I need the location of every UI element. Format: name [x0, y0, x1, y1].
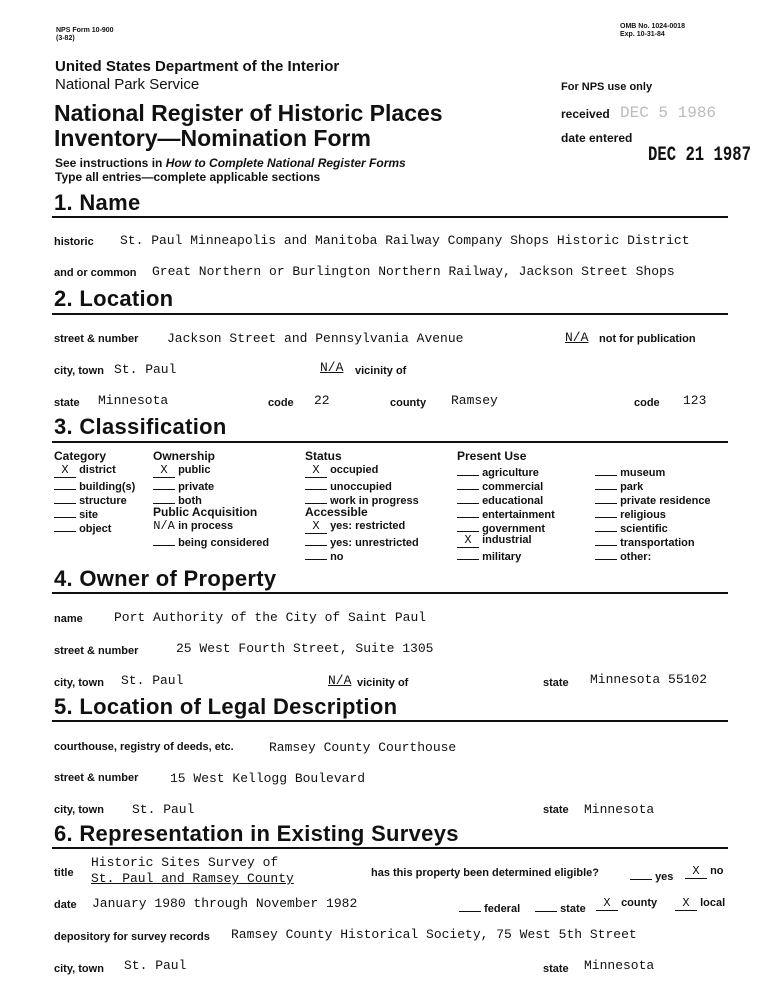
option-label: being considered [178, 537, 270, 549]
check-mark [457, 519, 479, 532]
ownership-both[interactable] [153, 491, 269, 505]
county-code: 123 [683, 393, 707, 408]
survey-city-label: city, town [54, 963, 104, 975]
omb-number: OMB No. 1024-0018 [620, 23, 685, 30]
check-mark: X [685, 866, 707, 879]
form-title: National Register of Historic Places [54, 100, 443, 126]
option-label: yes: unrestricted [330, 537, 419, 549]
vicinity-value: N/A [320, 360, 344, 375]
check-mark [54, 477, 76, 490]
eligible-yes[interactable] [630, 867, 673, 883]
use-scientific[interactable] [595, 519, 711, 533]
street-label: street & number [54, 333, 139, 345]
survey-title-line-2: St. Paul and Ramsey County [91, 871, 294, 886]
section-rule [52, 592, 728, 594]
level-state[interactable] [535, 899, 586, 915]
expiration-date: Exp. 10-31-84 [620, 31, 665, 38]
check-mark [457, 505, 479, 518]
option-label: federal [484, 903, 521, 915]
accessible-restricted[interactable] [305, 519, 419, 533]
use-religious[interactable] [595, 505, 711, 519]
present-use-column-1 [457, 449, 555, 561]
section-rule [52, 441, 728, 443]
check-mark [54, 505, 76, 518]
ownership-column [153, 449, 269, 547]
option-label: educational [482, 495, 544, 507]
owner-name: Port Authority of the City of Saint Paul [114, 610, 427, 625]
option-label: no [710, 865, 724, 877]
use-transportation[interactable] [595, 533, 711, 547]
check-mark [305, 547, 327, 560]
check-mark [595, 491, 617, 504]
check-mark [459, 899, 481, 912]
vicinity-label: vicinity of [355, 365, 407, 377]
check-mark [54, 491, 76, 504]
legal-city: St. Paul [132, 802, 195, 817]
state-code: 22 [314, 393, 330, 408]
legal-city-label: city, town [54, 804, 104, 816]
status-occupied[interactable] [305, 463, 419, 477]
section-rule [52, 216, 728, 218]
city-value: St. Paul [114, 362, 177, 377]
check-mark: X [305, 465, 327, 478]
check-mark: X [675, 898, 697, 911]
option-label: private residence [620, 495, 711, 507]
ownership-public[interactable] [153, 463, 269, 477]
option-label: entertainment [482, 509, 555, 521]
option-label: religious [620, 509, 666, 521]
check-mark [535, 899, 557, 912]
check-mark [457, 491, 479, 504]
check-mark [595, 477, 617, 490]
use-private-residence[interactable] [595, 491, 711, 505]
option-label: site [79, 509, 99, 521]
county-code-label: code [634, 397, 660, 409]
check-mark [595, 533, 617, 546]
owner-vicinity-value: N/A [328, 673, 352, 688]
check-mark [630, 867, 652, 880]
status-work-in-progress[interactable] [305, 491, 419, 505]
option-label: unoccupied [330, 481, 392, 493]
owner-city-label: city, town [54, 677, 104, 689]
option-label: other: [620, 551, 652, 563]
city-label: city, town [54, 365, 104, 377]
option-label: structure [79, 495, 127, 507]
ownership-private[interactable] [153, 477, 269, 491]
section-2-heading: 2. Location [54, 286, 174, 311]
common-name: Great Northern or Burlington Northern Railway, Jackson Street Shops [152, 264, 675, 279]
historic-name: St. Paul Minneapolis and Manitoba Railway Company Shops Historic District [120, 233, 690, 248]
use-agriculture[interactable] [457, 463, 555, 477]
level-federal[interactable] [459, 899, 520, 915]
owner-vicinity-label: vicinity of [357, 677, 409, 689]
check-mark [595, 519, 617, 532]
use-park[interactable] [595, 477, 711, 491]
street-value: Jackson Street and Pennsylvania Avenue [167, 331, 464, 346]
received-stamp: DEC 5 1986 [620, 104, 717, 122]
option-label: state [560, 903, 586, 915]
check-mark [457, 477, 479, 490]
courthouse-label: courthouse, registry of deeds, etc. [54, 741, 234, 753]
use-industrial[interactable] [457, 533, 555, 547]
present-use-title: Present Use [457, 449, 527, 463]
check-mark: X [457, 535, 479, 548]
option-label: building(s) [79, 481, 136, 493]
check-mark: X [305, 521, 327, 534]
instructions-line-2: Type all entries—complete applicable sections [55, 170, 321, 184]
option-label: park [620, 481, 644, 493]
category-title: Category [54, 449, 107, 463]
option-label: military [482, 551, 522, 563]
received-label: received [561, 107, 610, 121]
form-number: NPS Form 10-900 [56, 27, 114, 34]
date-entered-stamp: DEC 21 1987 [648, 144, 751, 167]
option-label: local [700, 897, 726, 909]
section-rule [52, 847, 728, 849]
state-label: state [54, 397, 80, 409]
use-museum[interactable] [595, 463, 711, 477]
survey-title-line-1: Historic Sites Survey of [91, 855, 279, 870]
check-mark [305, 491, 327, 504]
option-label: agriculture [482, 467, 539, 479]
option-label: public [178, 464, 211, 476]
option-label: transportation [620, 537, 695, 549]
survey-state-label: state [543, 963, 569, 975]
section-1-heading: 1. Name [54, 190, 141, 215]
legal-street: 15 West Kellogg Boulevard [170, 771, 366, 786]
form-revision: (3-82) [56, 35, 75, 42]
section-4-heading: 4. Owner of Property [54, 566, 277, 591]
acquisition-in-process[interactable] [153, 519, 269, 533]
status-title: Status [305, 449, 342, 463]
section-6-heading: 6. Representation in Existing Surveys [54, 821, 459, 846]
check-mark [595, 463, 617, 476]
check-mark [595, 505, 617, 518]
nfp-label: not for publication [599, 333, 696, 345]
legal-street-label: street & number [54, 772, 139, 784]
check-mark [595, 547, 617, 560]
survey-city: St. Paul [124, 958, 187, 973]
check-mark [457, 547, 479, 560]
check-mark [305, 477, 327, 490]
option-label: private [178, 481, 215, 493]
option-label: no [330, 551, 344, 563]
courthouse-value: Ramsey County Courthouse [269, 740, 457, 755]
survey-state: Minnesota [584, 958, 655, 973]
survey-date-label: date [54, 899, 77, 911]
acquisition-being-considered[interactable] [153, 533, 269, 547]
category-column [54, 449, 135, 533]
option-label: scientific [620, 523, 668, 535]
option-label: museum [620, 467, 666, 479]
use-military[interactable] [457, 547, 555, 561]
option-label: county [621, 897, 658, 909]
section-5-heading: 5. Location of Legal Description [54, 694, 398, 719]
option-label: government [482, 523, 546, 535]
present-use-column-2 [595, 463, 711, 561]
use-entertainment[interactable] [457, 505, 555, 519]
form-subtitle: Inventory—Nomination Form [54, 125, 371, 151]
nps-use-label: For NPS use only [561, 81, 653, 93]
depository-label: depository for survey records [54, 931, 210, 943]
option-label: commercial [482, 481, 544, 493]
survey-title-label: title [54, 867, 74, 879]
service-name: National Park Service [55, 76, 200, 93]
option-label: occupied [330, 464, 379, 476]
check-mark [457, 463, 479, 476]
historic-label: historic [54, 236, 94, 248]
depository-value: Ramsey County Historical Society, 75 West 5th Street [231, 927, 637, 942]
county-value: Ramsey [451, 393, 498, 408]
check-mark [153, 477, 175, 490]
option-label: object [79, 523, 112, 535]
check-mark [305, 533, 327, 546]
owner-city: St. Paul [121, 673, 184, 688]
check-mark [153, 491, 175, 504]
survey-date: January 1980 through November 1982 [92, 896, 358, 911]
option-label: industrial [482, 534, 532, 546]
accessible-title: Accessible [305, 505, 368, 519]
eligible-question: has this property been determined eligible? [371, 867, 599, 879]
owner-street-label: street & number [54, 645, 139, 657]
eligible-no[interactable] [685, 865, 724, 879]
category-site[interactable] [54, 505, 135, 519]
accessible-unrestricted[interactable] [305, 533, 419, 547]
status-unoccupied[interactable] [305, 477, 419, 491]
common-name-label: and or common [54, 267, 137, 279]
category-object[interactable] [54, 519, 135, 533]
instructions-prefix: See instructions in [55, 156, 166, 170]
owner-state-label: state [543, 677, 569, 689]
owner-street: 25 West Fourth Street, Suite 1305 [176, 641, 434, 656]
check-mark: X [596, 898, 618, 911]
category-structure[interactable] [54, 491, 135, 505]
check-mark [54, 519, 76, 532]
department-name: United States Department of the Interior [55, 58, 340, 75]
owner-name-label: name [54, 613, 83, 625]
level-county[interactable] [596, 897, 657, 911]
status-column [305, 449, 419, 561]
ownership-title: Ownership [153, 449, 216, 463]
option-label: work in progress [330, 495, 419, 507]
level-local[interactable] [675, 897, 725, 911]
option-label: yes [655, 871, 674, 883]
use-other[interactable] [595, 547, 711, 561]
option-label: district [79, 464, 116, 476]
option-label: both [178, 495, 202, 507]
option-label: in process [178, 520, 234, 532]
section-rule [52, 313, 728, 315]
category-district[interactable] [54, 463, 135, 477]
check-mark [153, 533, 175, 546]
state-code-label: code [268, 397, 294, 409]
nfp-value: N/A [565, 330, 589, 345]
state-value: Minnesota [98, 393, 169, 408]
legal-state: Minnesota [584, 802, 655, 817]
instructions-title: How to Complete National Register Forms [165, 156, 406, 170]
public-acquisition-title: Public Acquisition [153, 505, 258, 519]
accessible-no[interactable] [305, 547, 419, 561]
county-label: county [390, 397, 427, 409]
date-entered-label: date entered [561, 131, 633, 145]
section-rule [52, 720, 728, 722]
use-educational[interactable] [457, 491, 555, 505]
use-government[interactable] [457, 519, 555, 533]
owner-state: Minnesota 55102 [590, 672, 708, 687]
use-commercial[interactable] [457, 477, 555, 491]
category-building[interactable] [54, 477, 135, 491]
instructions-line [55, 156, 406, 170]
check-mark: N/A [153, 519, 175, 533]
option-label: yes: restricted [330, 520, 406, 532]
check-mark: X [153, 465, 175, 478]
check-mark: X [54, 465, 76, 478]
section-3-heading: 3. Classification [54, 414, 227, 439]
legal-state-label: state [543, 804, 569, 816]
